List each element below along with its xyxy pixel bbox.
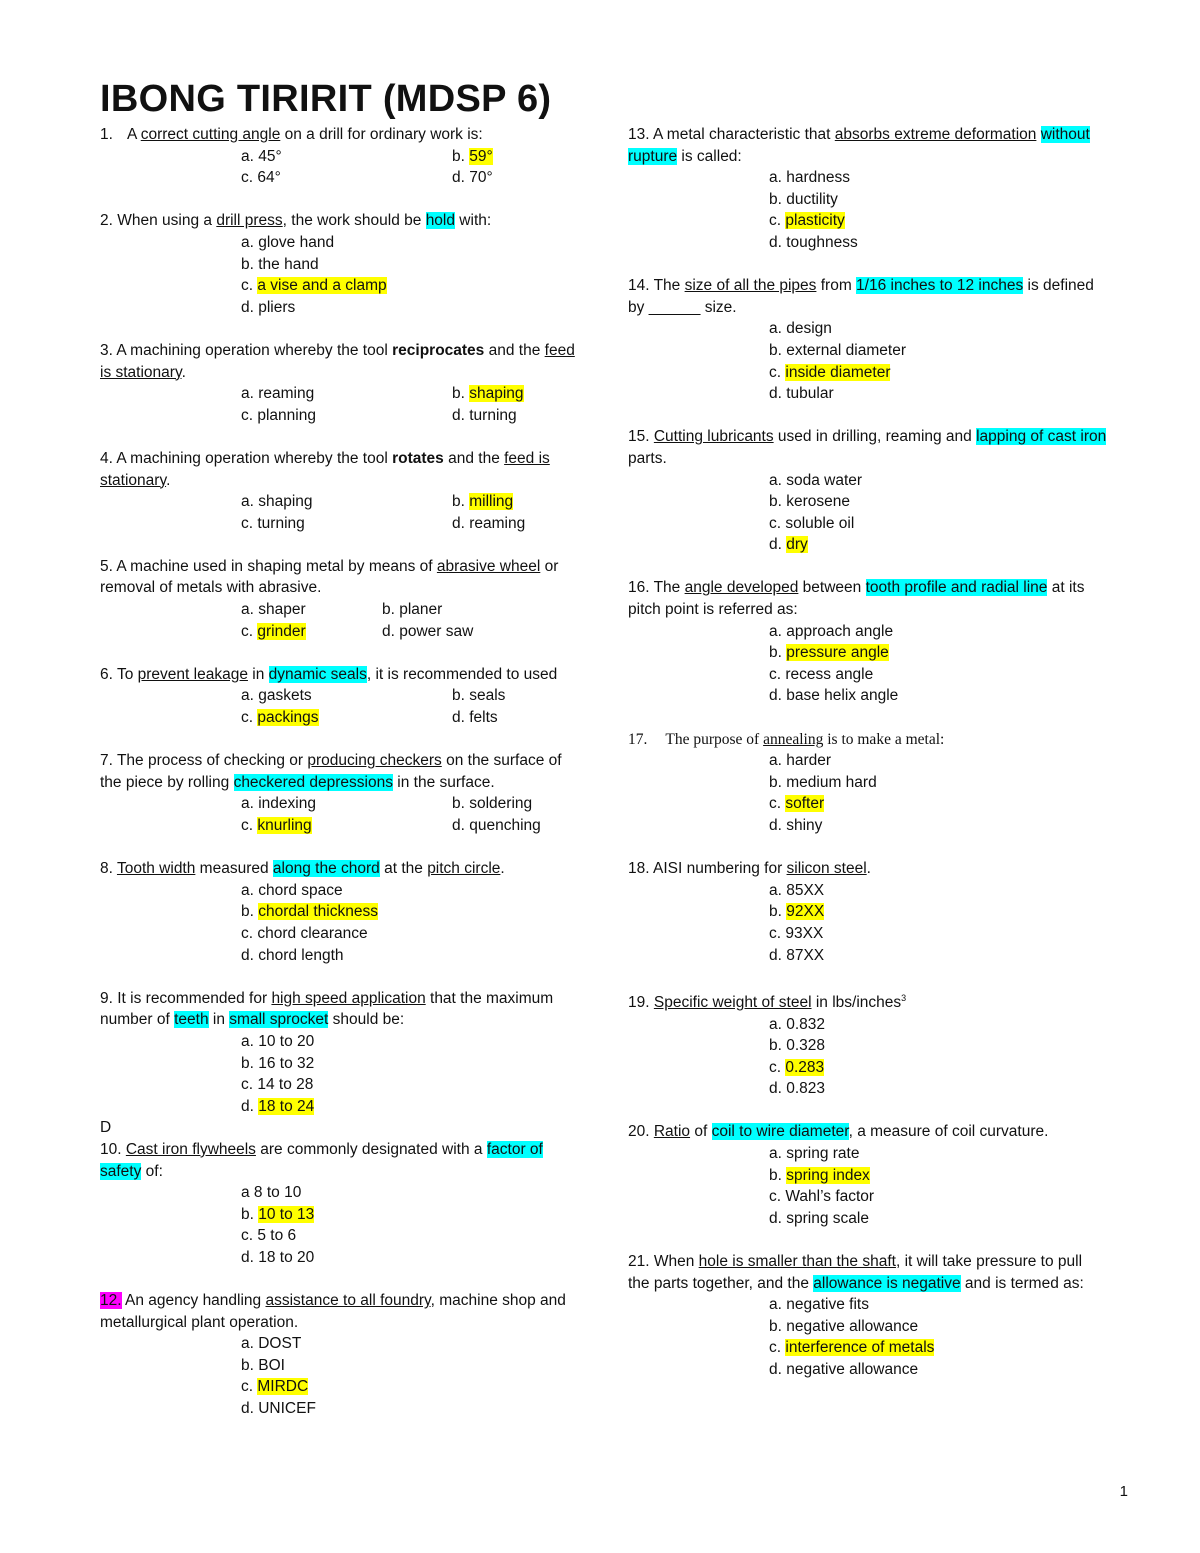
- option-c: c. packings: [241, 709, 319, 727]
- option-c: c. 5 to 6: [241, 1227, 297, 1245]
- option-c: c. softer: [769, 795, 825, 813]
- option-d: d. 18 to 24: [241, 1097, 315, 1115]
- option-b: b. negative allowance: [769, 1317, 919, 1335]
- answer-highlight: 0.283: [785, 1058, 825, 1076]
- option-a: a. gaskets: [241, 687, 312, 705]
- option-a: a. 85XX: [769, 881, 825, 899]
- option-c: c. turning: [241, 514, 305, 532]
- stray-note: D: [100, 1119, 112, 1137]
- option-a: a. 45°: [241, 147, 282, 165]
- option-d: d. power saw: [382, 622, 474, 640]
- option-a: a. hardness: [769, 169, 850, 187]
- option-c: c. 14 to 28: [241, 1076, 314, 1094]
- option-a: a. harder: [769, 752, 832, 770]
- option-d: d. 87XX: [769, 946, 825, 964]
- option-c: c. soluble oil: [769, 514, 855, 532]
- option-d: d. quenching: [452, 817, 541, 834]
- question-15: 15. Cutting lubricants used in drilling, reaming and lapping of cast iron parts. a. soda water b. kerosene c. soluble oil d. dry: [628, 426, 1133, 556]
- answer-highlight: milling: [469, 493, 514, 511]
- question-2: 2. When using a drill press, the work should be hold with: a. glove hand b. the hand c. a vise and a clamp d. pliers: [100, 210, 580, 318]
- question-8: 8. Tooth width measured along the chord at the pitch circle. a. chord space b. chordal thickness c. chord clearance d. chord length: [100, 858, 580, 966]
- option-a: a. design: [769, 320, 832, 338]
- option-b: b. BOI: [241, 1356, 285, 1374]
- option-c: c. inside diameter: [769, 363, 891, 381]
- option-b: b. medium hard: [769, 773, 877, 791]
- option-c: c. knurling: [241, 817, 312, 834]
- option-a: a. reaming: [241, 385, 315, 403]
- question-6: 6. To prevent leakage in dynamic seals, it is recommended to used a. gaskets b. seals c. packings d. felts: [100, 664, 580, 729]
- question-14: 14. The size of all the pipes from 1/16 inches to 12 inches is defined by ______ size. a. design b. external diameter c. inside diameter d. tubular: [628, 275, 1133, 405]
- option-d: d. UNICEF: [241, 1400, 316, 1418]
- option-b: b. external diameter: [769, 341, 906, 359]
- question-12: 12. An agency handling assistance to all foundry, machine shop and metallurgical plant operation. a. DOST b. BOI c. MIRDC d. UNICEF: [100, 1290, 580, 1420]
- answer-highlight: MIRDC: [257, 1378, 309, 1396]
- option-d: d. shiny: [769, 817, 823, 834]
- option-b: b. seals: [452, 687, 506, 705]
- option-d: d. spring scale: [769, 1209, 869, 1227]
- option-d: d. toughness: [769, 233, 858, 251]
- option-c: c. interference of metals: [769, 1339, 935, 1357]
- option-a: a. indexing: [241, 795, 316, 813]
- option-b: b. shaping: [452, 385, 524, 403]
- answer-highlight: softer: [785, 795, 825, 813]
- answer-highlight: spring index: [786, 1166, 870, 1184]
- option-b: b. milling: [452, 493, 514, 511]
- option-a: a. soda water: [769, 471, 863, 489]
- option-d: d. 70°: [452, 169, 493, 187]
- question-5: 5. A machine used in shaping metal by means of abrasive wheel or removal of metals with abrasive. a. shaper b. planer c. grinder d. power saw: [100, 556, 580, 642]
- question-17: 17. The purpose of annealing is to make a metal: a. harder b. medium hard c. softer d. shiny: [628, 729, 1133, 837]
- option-d: d. base helix angle: [769, 687, 899, 705]
- option-a: a. 0.832: [769, 1015, 826, 1033]
- answer-highlight: interference of metals: [785, 1339, 935, 1357]
- option-d: d. negative allowance: [769, 1361, 919, 1378]
- answer-highlight: pressure angle: [786, 644, 889, 662]
- option-c: c. 93XX: [769, 924, 824, 942]
- option-b: b. the hand: [241, 255, 319, 273]
- option-a: a. spring rate: [769, 1145, 860, 1163]
- answer-highlight: 92XX: [786, 903, 825, 921]
- answer-highlight: 18 to 24: [258, 1097, 315, 1115]
- answer-highlight: plasticity: [785, 212, 845, 230]
- option-c: c. grinder: [241, 622, 306, 640]
- question-3: 3. A machining operation whereby the tool reciprocates and the feed is stationary. a. reaming b. shaping c. planning d. turning: [100, 340, 580, 426]
- answer-highlight: shaping: [469, 385, 524, 403]
- option-c: c. Wahl’s factor: [769, 1188, 875, 1206]
- option-a: a. glove hand: [241, 233, 335, 251]
- question-10: 10. Cast iron flywheels are commonly designated with a factor of safety of: a 8 to 10 b. 10 to 13 c. 5 to 6 d. 18 to 20: [100, 1139, 580, 1269]
- option-b: b. spring index: [769, 1166, 870, 1184]
- answer-highlight: chordal thickness: [258, 903, 378, 921]
- question-13: 13. A metal characteristic that absorbs extreme deformation without rupture is called: a. hardness b. ductility c. plasticity d. toughness: [628, 124, 1133, 254]
- option-b: b. 10 to 13: [241, 1205, 315, 1223]
- option-b: b. 92XX: [769, 903, 825, 921]
- question-9: 9. It is recommended for high speed application that the maximum number of teeth in small sprocket should be: a. 10 to 20 b. 16 to 32 c. 14 to 28 d. 18 to 24 D: [100, 988, 580, 1139]
- option-c: c. recess angle: [769, 665, 874, 683]
- answer-highlight: grinder: [257, 622, 306, 640]
- option-a: a. chord space: [241, 881, 343, 899]
- option-d: d. 0.823: [769, 1080, 826, 1098]
- option-b: b. planer: [382, 601, 443, 619]
- option-b: b. ductility: [769, 190, 838, 208]
- question-4: 4. A machining operation whereby the tool rotates and the feed is stationary. a. shaping b. milling c. turning d. reaming: [100, 448, 580, 534]
- option-b: b. 59°: [452, 147, 493, 165]
- option-c: c. 64°: [241, 169, 281, 187]
- option-a: a. DOST: [241, 1335, 302, 1353]
- answer-highlight: 10 to 13: [258, 1205, 315, 1223]
- question-19: 19. Specific weight of steel in lbs/inches$^3$ a. 0.832 b. 0.328 c. 0.283 d. 0.823: [628, 988, 1133, 1100]
- option-c: c. chord clearance: [241, 924, 368, 942]
- option-d: d. dry: [769, 536, 808, 554]
- page-number: 1: [1119, 1483, 1128, 1500]
- option-a: a. shaping: [241, 493, 313, 511]
- answer-highlight: 59°: [469, 147, 493, 165]
- option-c: c. plasticity: [769, 212, 845, 230]
- answer-highlight: knurling: [257, 817, 312, 834]
- option-d: d. tubular: [769, 385, 834, 403]
- option-b: b. 0.328: [769, 1037, 826, 1055]
- option-d: d. 18 to 20: [241, 1248, 315, 1266]
- question-16: 16. The angle developed between tooth profile and radial line at its pitch point is referred as: a. approach angle b. pressure angle c. recess angle d. base helix angle: [628, 577, 1133, 707]
- option-a: a. 10 to 20: [241, 1032, 315, 1050]
- answer-highlight: inside diameter: [785, 363, 891, 381]
- answer-highlight: dry: [786, 536, 808, 554]
- option-c: c. MIRDC: [241, 1378, 309, 1396]
- option-d: d. chord length: [241, 946, 344, 964]
- left-column: [100, 124, 580, 1420]
- option-a: a. approach angle: [769, 622, 894, 640]
- option-d: d. reaming: [452, 514, 526, 532]
- question-21: 21. When hole is smaller than the shaft, it will take pressure to pull the parts together, and the allowance is negative and is termed as: a. negative fits b. negative allowance c. interference of metals d. negative allowance: [628, 1251, 1133, 1381]
- option-c: c. planning: [241, 406, 316, 424]
- option-d: d. pliers: [241, 298, 296, 316]
- option-b: b. kerosene: [769, 493, 850, 511]
- option-b: b. chordal thickness: [241, 903, 378, 921]
- option-b: b. soldering: [452, 795, 533, 813]
- right-column: [628, 124, 1133, 1381]
- option-d: d. turning: [452, 406, 517, 424]
- option-b: b. pressure angle: [769, 644, 889, 662]
- option-c: c. a vise and a clamp: [241, 277, 387, 295]
- option-a: a. negative fits: [769, 1296, 869, 1314]
- option-a: a. shaper: [241, 601, 306, 619]
- option-c: c. 0.283: [769, 1058, 825, 1076]
- answer-highlight: packings: [257, 709, 319, 727]
- option-b: b. 16 to 32: [241, 1054, 315, 1072]
- option-d: d. felts: [452, 709, 498, 727]
- question-20: 20. Ratio of coil to wire diameter, a measure of coil curvature. a. spring rate b. spring index c. Wahl’s factor d. spring scale: [628, 1121, 1133, 1229]
- question-18: 18. AISI numbering for silicon steel. a. 85XX b. 92XX c. 93XX d. 87XX: [628, 858, 1133, 966]
- question-1: 1. A correct cutting angle on a drill for ordinary work is: a. 45° b. 59° c. 64° d. 70°: [100, 124, 580, 189]
- page-title: IBONG TIRIRIT (MDSP 6): [100, 78, 552, 120]
- question-7: 7. The process of checking or producing checkers on the surface of the piece by rolling checkered depressions in the surface. a. indexing b. soldering c. knurling d. quenching: [100, 750, 580, 836]
- answer-highlight: a vise and a clamp: [257, 277, 387, 295]
- option-a: a 8 to 10: [241, 1184, 302, 1202]
